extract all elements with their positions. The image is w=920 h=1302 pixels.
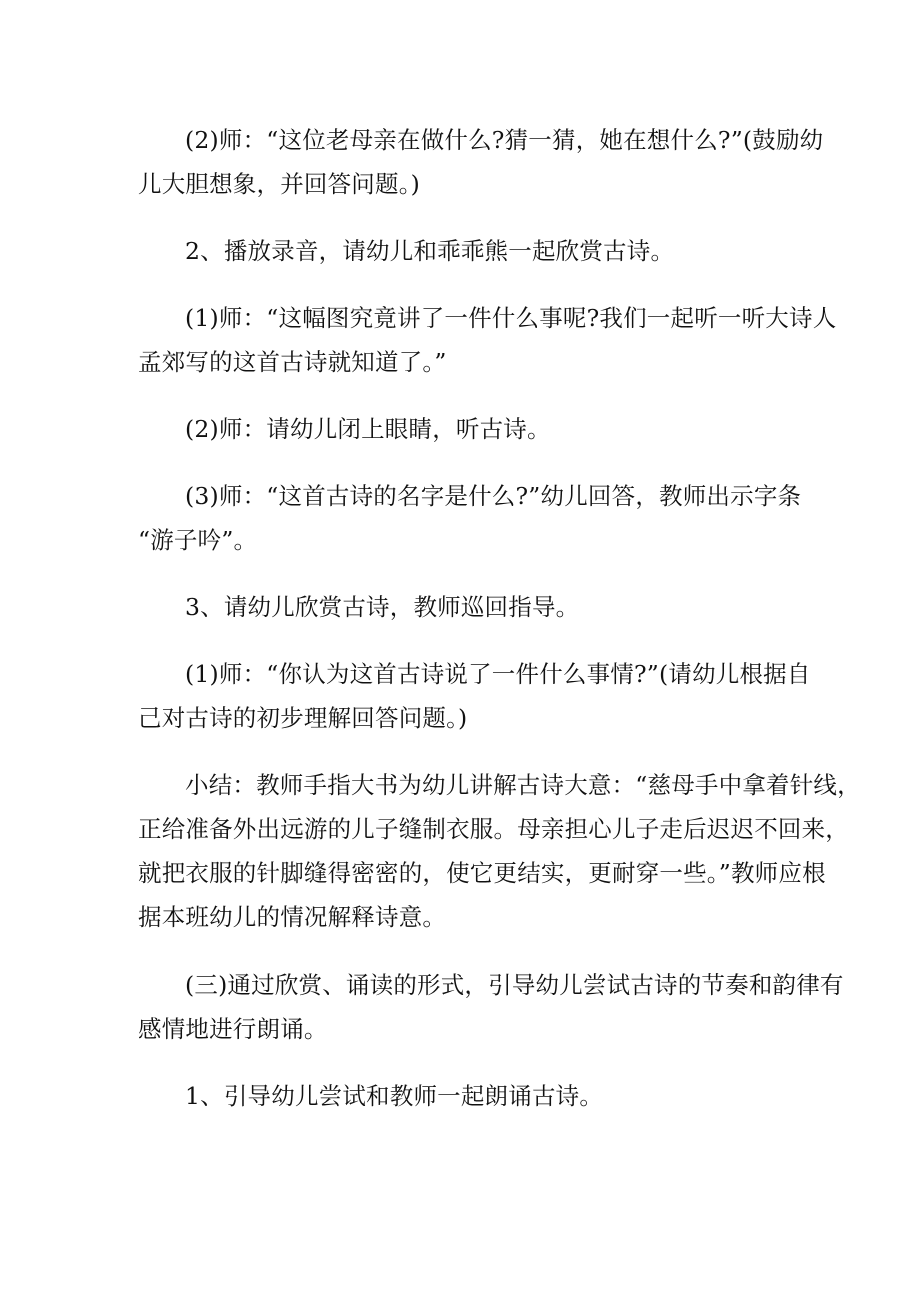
- text-line: 孟郊写的这首古诗就知道了。”: [138, 348, 447, 376]
- text-line: 正给准备外出远游的儿子缝制衣服。母亲担心儿子走后迟迟不回来，: [138, 815, 849, 843]
- text-line: 1、引导幼儿尝试和教师一起朗诵古诗。: [185, 1082, 604, 1110]
- paragraph-teacher-question-meaning: [138, 652, 811, 740]
- text-line: (2)师：请幼儿闭上眼睛，听古诗。: [185, 415, 551, 443]
- text-line: (2)师：“这位老母亲在做什么?猜一猜，她在想什么?”(鼓励幼: [185, 126, 824, 154]
- paragraph-section-three: [138, 963, 844, 1051]
- paragraph-teacher-question-picture: [138, 296, 837, 384]
- paragraph-teacher-question-mother: [138, 118, 824, 206]
- paragraph-step-3-appreciate: [138, 585, 788, 629]
- text-line: 儿大胆想象，并回答问题。): [138, 170, 421, 198]
- text-line: 据本班幼儿的情况解释诗意。: [138, 903, 447, 931]
- text-line: 就把衣服的针脚缝得密密的，使它更结实，更耐穿一些。”教师应根: [138, 859, 826, 887]
- text-line: “游子吟”。: [138, 526, 258, 554]
- text-line: 感情地进行朗诵。: [138, 1015, 328, 1043]
- text-line: 小结：教师手指大书为幼儿讲解古诗大意：“慈母手中拿着针线，: [185, 771, 861, 799]
- text-line: (3)师：“这首古诗的名字是什么?”幼儿回答，教师出示字条: [185, 482, 802, 510]
- paragraph-teacher-close-eyes: [138, 407, 788, 451]
- text-line: (1)师：“你认为这首古诗说了一件什么事情?”(请幼儿根据自: [185, 660, 811, 688]
- text-line: (1)师：“这幅图究竟讲了一件什么事呢?我们一起听一听大诗人: [185, 304, 837, 332]
- paragraph-step-1-recite: [138, 1074, 788, 1118]
- paragraph-teacher-poem-title: [138, 474, 802, 562]
- paragraph-summary: [138, 763, 861, 939]
- paragraph-step-2-play-recording: [138, 229, 788, 273]
- text-line: (三)通过欣赏、诵读的形式，引导幼儿尝试古诗的节奏和韵律有: [185, 971, 844, 999]
- text-line: 3、请幼儿欣赏古诗，教师巡回指导。: [185, 593, 580, 621]
- text-line: 己对古诗的初步理解回答问题。): [138, 704, 468, 732]
- text-line: 2、播放录音，请幼儿和乖乖熊一起欣赏古诗。: [185, 237, 675, 265]
